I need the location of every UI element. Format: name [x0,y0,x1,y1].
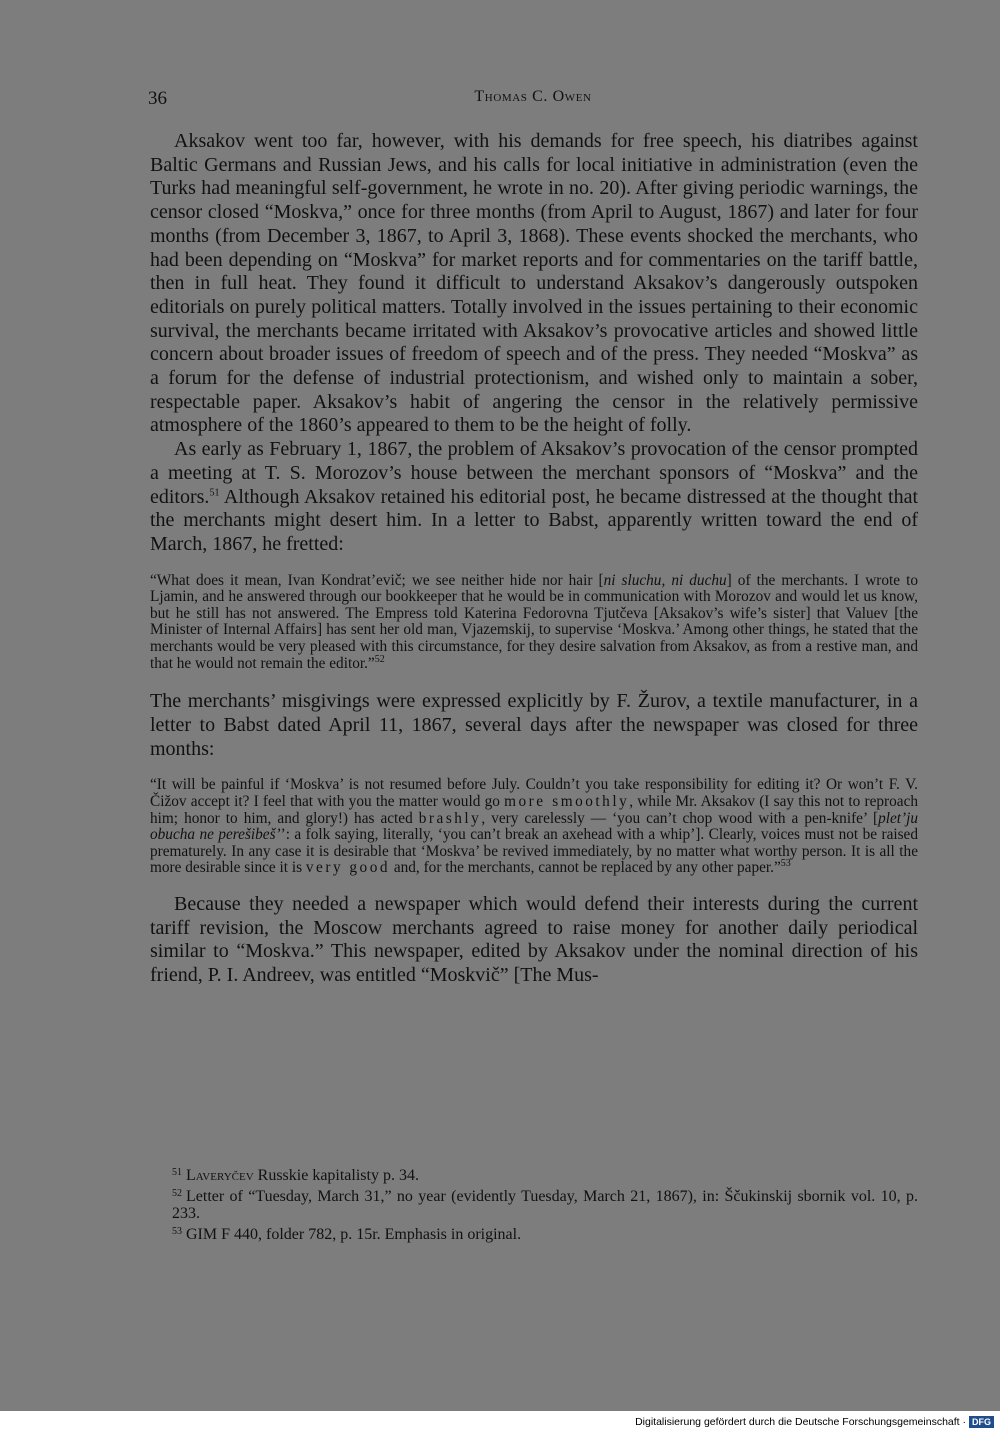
footnote-53 [150,1223,918,1244]
paragraph-1: Aksakov went too far, however, with his demands for free speech, his diatribes against Baltic Germans and Russian Jews, and his calls for local initiative in administration (even the Turks had meaningful self-government, he wrote in no. 20). After giving periodic warnings, the censor closed “Moskva,” once for three months (from April to August, 1867) and later for four months (from December 3, 1867, to April 3, 1868). These events shocked the merchants, who had been depending on “Moskva” for market reports and for commentaries on the tariff battle, then in full heat. They found it difficult to understand Aksakov’s dangerously outspoken editorials on purely political matters. Totally involved in the issues pertaining to their economic survival, the merchants became irritated with Aksakov’s provocative articles and showed little concern about broader issues of freedom of speech and of the press. They needed “Moskva” as a forum for the defense of industrial protectionism, and wished only to maintain a sober, respectable paper. Aksakov’s habit of angering the censor in the relatively permissive atmosphere of the 1860’s appeared to them to be the height of folly. [150,130,918,437]
footnote-text: GIM F 440, folder 782, p. 15r. Emphasis in original. [186,1225,522,1243]
quote-2-text-a: “It will be painful if ‘Moskva’ is not resumed before July. Couldn’t you take responsibility for editing it? Or won’t F. V. Čižov accept it? I feel that with you the matter would go [150,776,918,810]
quote-2-emphasis-2: brashly [418,809,482,827]
paragraph-2 [150,438,918,557]
quote-2-text-b: , while Mr. Aksakov (I say this not to reproach him; honor to him, and glory!) has acted [150,792,919,827]
quote-1-russian-phrase: ni sluchu, ni duchu [603,571,727,589]
page-number: 36 [148,88,167,109]
footnotes [150,1164,918,1243]
quote-2-emphasis-3: very good [305,859,391,877]
block-quote-2 [150,777,918,877]
quote-2-russian-phrase: plet’ju obucha ne perešibeš’ [150,809,918,844]
quote-1-text-b: ] of the merchants. I wrote to Ljamin, and he answered through our bookkeeper that he would be in communication with Morozov and would let us know, but he still has not answered. The Empress told Katerina Fedorovna Tjutčeva [Aksakov’s wife’s sister] that Valuev [the Minister of Internal Affairs] has sent her old man, Vjazemskij, to supervise ‘Moskva.’ Among other things, he stated that the merchants would be very pleased with this circumstance, for they desire salvation from Aksakov, as from a restive man, and that he would not remain the editor.” [150,571,918,672]
running-head [148,88,918,114]
footnote-51 [150,1164,918,1185]
footnote-text: Russkie kapitalisty p. 34. [253,1167,419,1184]
paragraph-2-text-a: As early as February 1, 1867, the problem of Aksakov’s provocation of the censor prompted a meeting at T. S. Morozov’s house between the merchant sponsors of “Moskva” and the editors. [150,438,918,508]
quote-2-text-c: , very carelessly — ‘you can’t chop wood with a pen-knife’ [ [481,809,879,827]
footnote-number: 53 [172,1225,182,1237]
footnote-52 [150,1185,918,1223]
footnote-author: Laveryčev [186,1167,254,1184]
running-head-author: Thomas C. Owen [474,88,592,105]
quote-2-emphasis-1: more smoothly [504,792,630,810]
quote-2-text-d: ’: a folk saying, literally, ‘you can’t break an axehead with a whip’]. Clearly, voices must not be raised prematurely. In any case it is desirable that ‘Moskva’ be revived immediately, by no matter what worthy person. It is all the more desirable since it is [150,826,918,877]
footnote-ref-52: 52 [374,653,385,665]
paragraph-4: Because they needed a newspaper which would defend their interests during the current tariff revision, the Moscow merchants agreed to raise money for another daily periodical similar to “Moskva.” This newspaper, edited by Aksakov under the nominal direction of his friend, P. I. Andreev, was entitled “Moskvič” [The Mus- [150,892,918,986]
paragraph-2-text-b: Although Aksakov retained his editorial post, he became distressed at the thought that the merchants might desert him. In a letter to Babst, apparently written toward the end of March, 1867, he fretted: [150,485,918,555]
quote-2-text-e: and, for the merchants, cannot be replaced by any other paper.” [390,859,781,877]
block-quote-1 [150,573,918,673]
digitization-credit [635,1416,994,1428]
footnote-number: 51 [172,1167,182,1178]
main-text [150,130,918,988]
footnote-ref-51: 51 [209,486,220,498]
quote-1-text-a: “What does it mean, Ivan Kondrat’evič; we see neither hide nor hair [ [150,571,604,589]
paragraph-3: The merchants’ misgivings were expressed explicitly by F. Žurov, a textile manufacturer, in a letter to Babst dated April 11, 1867, several days after the newspaper was closed for three months: [150,690,918,760]
footnote-number: 52 [172,1187,182,1199]
footnote-ref-53: 53 [780,858,791,870]
credit-text: Digitalisierung gefördert durch die Deutsche Forschungsgemeinschaft · [635,1416,966,1428]
footnote-text: Letter of “Tuesday, March 31,” no year (evidently Tuesday, March 21, 1867), in: Ščukinskij sbornik vol. 10, p. 233. [172,1187,918,1222]
dfg-logo: DFG [969,1416,994,1428]
